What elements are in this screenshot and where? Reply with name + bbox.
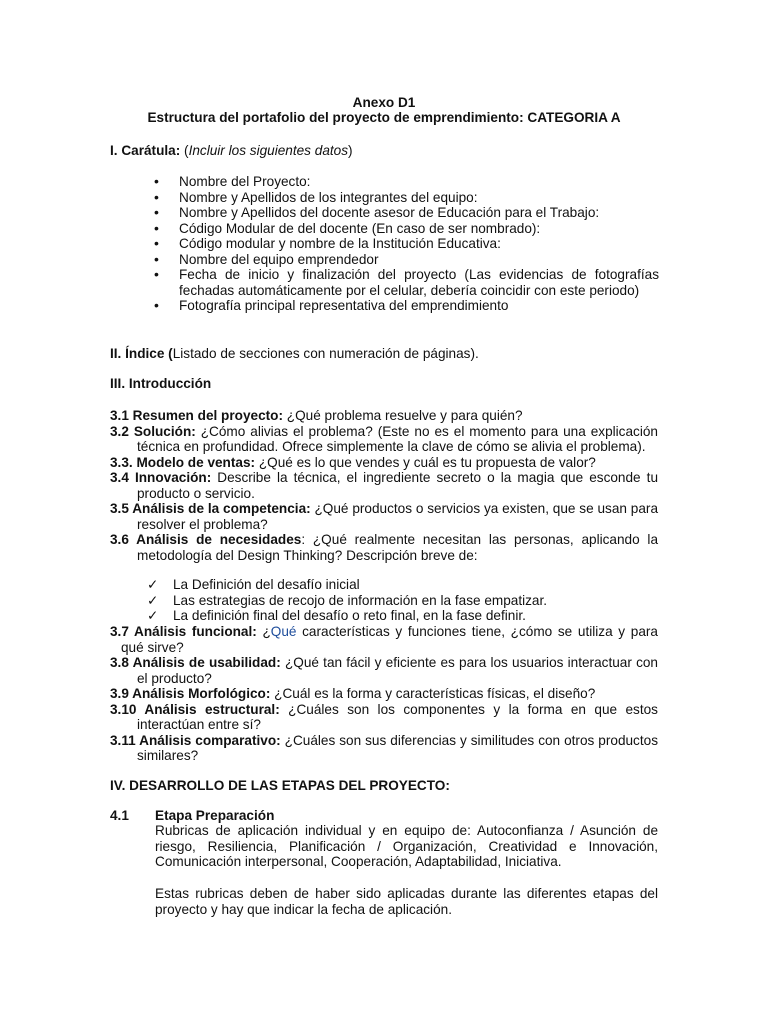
section-3-9: 3.9 Análisis Morfológico: ¿Cuál es la forma y características físicas, el diseño?: [110, 686, 596, 701]
bullet-icon: •: [154, 219, 159, 236]
bullet-icon: •: [154, 297, 159, 313]
checklist: [147, 577, 647, 624]
section-3-4: 3.4 Innovación: Describe la técnica, el ingrediente secreto o la magia que esconde tu producto o servicio.: [110, 470, 658, 501]
section-3-11: 3.11 Análisis comparativo: ¿Cuáles son sus diferencias y similitudes con otros productos similares?: [110, 732, 658, 763]
indice-line: [110, 346, 479, 362]
check-icon: ✓: [147, 608, 159, 623]
indice-text: Listado de secciones con numeración de páginas).: [172, 346, 479, 361]
list-item: • Código Modular de del docente (En caso de ser nombrado):: [154, 219, 541, 236]
document-title: Estructura del portafolio del proyecto de emprendimiento: CATEGORIA A: [147, 110, 621, 125]
section-3-2: 3.2 Solución: ¿Cómo alivias el problema? (Este no es el momento para una explicación técnica en profundidad. Ofrece simplemente la clave de cómo se alivia el problema).: [110, 423, 658, 454]
list-item: ✓ Las estrategias de recojo de información en la fase empatizar.: [147, 592, 548, 608]
section-4-1-title: Etapa Preparación: [155, 808, 275, 823]
list-item: • Nombre y Apellidos de los integrantes del equipo:: [154, 188, 478, 205]
list-item: • Fecha de inicio y finalización del proyecto (Las evidencias de fotografías fechadas automáticamente por el celular, debería coincidir con este periodo): [154, 266, 659, 298]
annex-label: Anexo D1: [352, 95, 416, 110]
list-item: ✓ La Definición del desafío inicial: [147, 577, 360, 592]
section-3-3: 3.3. Modelo de ventas: ¿Qué es lo que vendes y cuál es tu propuesta de valor?: [110, 454, 596, 470]
section-4-1-paragraph-1: Rubricas de aplicación individual y en equipo de: Autoconfianza / Asunción de riesgo, Resiliencia, Planificación / Organización, Creatividad e Innovación, Comunicación interpersonal, Cooperación, Adaptabilidad, Iniciativa.: [155, 823, 658, 869]
bullet-icon: •: [154, 173, 159, 189]
desarrollo-heading: IV. DESARROLLO DE LAS ETAPAS DEL PROYECTO:: [110, 778, 450, 793]
caratula-paren-open: (: [180, 143, 189, 158]
section-3-6: 3.6 Análisis de necesidades: ¿Qué realmente necesitan las personas, aplicando la metodología del Design Thinking? Descripción breve de:: [110, 532, 659, 563]
list-item: • Nombre del Proyecto:: [154, 173, 311, 189]
section-3-1: 3.1 Resumen del proyecto: ¿Qué problema resuelve y para quién?: [110, 408, 523, 423]
section-3-7: 3.7 Análisis funcional: ¿Qué características y funciones tiene, ¿cómo se utiliza y para qué sirve?: [110, 624, 658, 655]
caratula-heading: [110, 143, 353, 159]
list-item: • Fotografía principal representativa del emprendimiento: [154, 297, 509, 313]
caratula-note: Incluir los siguientes datos: [188, 143, 349, 158]
caratula-paren-close: ): [348, 143, 353, 158]
section-3-8: 3.8 Análisis de usabilidad: ¿Qué tan fácil y eficiente es para los usuarios interactuar con el producto?: [110, 655, 658, 686]
section-3-5: 3.5 Análisis de la competencia: ¿Qué productos o servicios ya existen, que se usan para resolver el problema?: [110, 501, 659, 532]
check-icon: ✓: [147, 592, 159, 608]
list-item: • Código modular y nombre de la Institución Educativa:: [154, 235, 501, 251]
caratula-list: [154, 174, 659, 314]
intro-sections-b: [110, 624, 658, 764]
section-3-10: 3.10 Análisis estructural: ¿Cuáles son los componentes y la forma en que estos interactúan entre sí?: [110, 701, 658, 732]
check-icon: ✓: [147, 577, 159, 592]
intro-heading: III. Introducción: [110, 376, 212, 391]
list-item: ✓ La definición final del desafío o reto final, en la fase definir.: [147, 608, 526, 623]
section-4-1-paragraph-2: Estas rubricas deben de haber sido aplicadas durante las diferentes etapas del proyecto y hay que indicar la fecha de aplicación.: [155, 886, 658, 917]
list-item: • Nombre y Apellidos del docente asesor de Educación para el Trabajo:: [154, 204, 600, 220]
bullet-icon: •: [154, 266, 159, 282]
caratula-label: I. Carátula:: [110, 143, 181, 158]
list-item: • Nombre del equipo emprendedor: [154, 250, 379, 267]
section-4-1-number: 4.1: [110, 808, 129, 823]
bullet-icon: •: [154, 188, 159, 205]
bullet-icon: •: [154, 250, 159, 267]
intro-sections-a: [110, 408, 658, 563]
indice-label: II. Índice (: [110, 346, 173, 361]
bullet-icon: •: [154, 204, 159, 220]
bullet-icon: •: [154, 235, 159, 251]
